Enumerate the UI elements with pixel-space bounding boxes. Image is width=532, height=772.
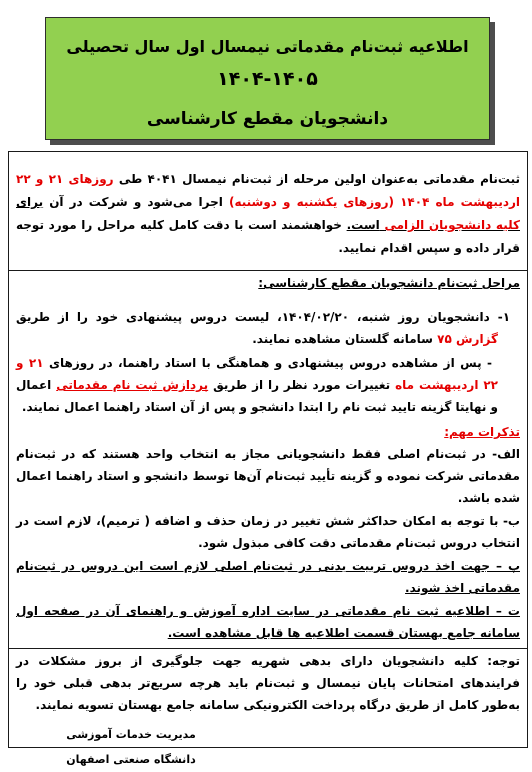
signature-block xyxy=(51,722,211,772)
step-text: پس از مشاهده دروس پیشنهادی و هماهنگی با استاد راهنما، در روزهای xyxy=(49,356,482,370)
mandatory-highlight: کلیه دانشجویان الزامی xyxy=(384,218,520,232)
target-audience: دانشجویان مقطع کارشناسی xyxy=(146,109,389,129)
intro-section xyxy=(9,152,527,271)
signature-university: دانشگاه صنعتی اصفهان xyxy=(66,753,196,766)
intro-text: اجرا می‌شود و شرکت در آن xyxy=(49,195,223,209)
announcement-title: اطلاعیه ثبت‌نام مقدماتی نیمسال اول سال تحصیلی xyxy=(66,37,469,56)
dates-highlight: ۲۱ و ۲۲ اردیبهشت ماه xyxy=(16,356,498,392)
step-item xyxy=(16,352,520,418)
step-text: دانشجویان روز شنبه، ۱۴۰۴/۰۲/۲۰، لیست دروس پیشنهادی خود را از طریق xyxy=(16,310,490,324)
intro-text: برای xyxy=(16,195,44,209)
intro-paragraph xyxy=(16,168,520,260)
step-marker: - xyxy=(487,356,493,370)
step-text: سامانه گلستان مشاهده نمایند. xyxy=(252,332,433,346)
note-item: ت – اطلاعیه ثبت نام مقدماتی در سایت اداره آموزش و راهنمای آن در صفحه اول سامانه جامع بهستان قسمت اطلاعیه ها قابل مشاهده است. xyxy=(16,604,520,640)
notes-heading: تذکرات مهم: xyxy=(444,425,520,439)
intro-text: است. xyxy=(346,218,380,232)
note-item: الف- در ثبت‌نام اصلی فقط دانشجویانی مجاز به انتخاب واحد هستند که در ثبت‌نام مقدماتی شرکت نموده و گزینه تأیید ثبت‌نام آن‌ها توسط دانشجو و استاد راهنما اعمال شده باشد. xyxy=(16,447,520,505)
steps-heading: مراحل ثبت‌نام دانشجویان مقطع کارشناسی: xyxy=(258,276,520,290)
debt-notice: توجه: کلیه دانشجویان دارای بدهی شهریه جهت جلوگیری از بروز مشکلات در فرایندهای امتحانات پایان نیمسال و ثبت‌نام باید هرچه سریع‌تر بدهی قبلی خود را به‌طور کامل از طریق درگاه پرداخت الکترونیکی سامانه جامع بهستان تسویه نمایند. xyxy=(16,654,520,712)
step-text: اعمال و نهایتا گزینه تایید ثبت نام را ابتدا دانشجو و پس از آن استاد راهنما اعمال نمایند. xyxy=(16,378,498,414)
announcement-body xyxy=(8,151,528,766)
process-highlight: پردازش ثبت نام مقدماتی xyxy=(56,378,209,392)
note-item: ب- با توجه به امکان حداکثر شش تغییر در زمان حذف و اضافه ( ترمیم)، لازم است در انتخاب دروس ثبت‌نام مقدماتی دقت کافی مبذول شود. xyxy=(16,514,520,550)
note-item: پ – جهت اخذ دروس تربیت بدنی در ثبت‌نام اصلی لازم است این دروس در ثبت‌نام مقدماتی اخذ شوند. xyxy=(16,559,520,595)
academic-year: ۱۴۰۴-۱۴۰۵ xyxy=(217,68,318,90)
intro-text: خواهشمند است با دقت کامل کلیه مراحل را مورد توجه قرار داده و سپس اقدام نمایید. xyxy=(16,218,520,255)
step-marker: ۱- xyxy=(497,310,511,324)
report-highlight: گزارش ۷۵ xyxy=(437,332,498,346)
registration-dates: روزهای ۲۱ و ۲۲ اردیبهشت ماه ۱۴۰۴ (روزهای یکشنبه و دوشنبه) xyxy=(16,172,521,209)
announcement-header xyxy=(45,17,490,140)
notice-section xyxy=(9,649,527,772)
step-text: تغییرات مورد نظر را از طریق xyxy=(213,378,391,392)
signature-office: مدیریت خدمات آموزشی xyxy=(66,728,196,741)
intro-text: ثبت‌نام مقدماتی به‌عنوان اولین مرحله از ثبت‌نام نیمسال ۴۰۴۱ طی xyxy=(118,172,520,186)
step-item xyxy=(16,306,520,350)
steps-section xyxy=(9,271,527,649)
